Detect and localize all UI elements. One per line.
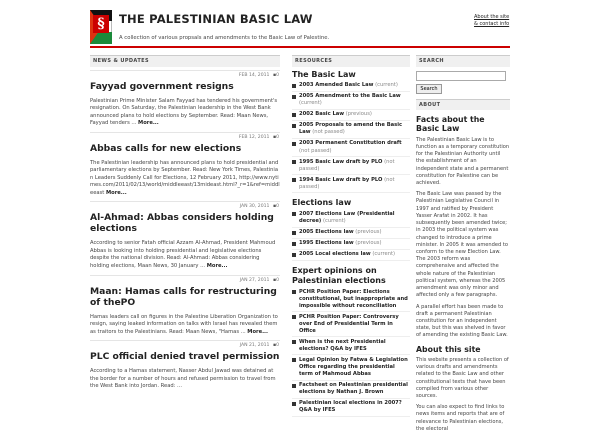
facts-paragraph: The Basic Law was passed by the Palestinian Legislative Council in 1997 and ratified by President Yasser Arafat in 2002. It has subsequently been amended twice; in 2003 the political system was changed to introduce a prime minister. In 2005 it was amended to conform to the new Election Law. The 2003 reform was comprehensive and affected the whole nature of the Palestinian political system, whereas the 2005 amendment was only minor and affected only a few paragraphs.	[416, 191, 508, 299]
post-date: JAN 27, 2011	[239, 277, 270, 283]
more-link[interactable]: More...	[105, 189, 127, 196]
post	[90, 201, 280, 270]
resource-status: (current)	[375, 82, 398, 89]
list-item	[292, 209, 410, 227]
comment-icon[interactable]: ▪	[272, 343, 277, 349]
bullet-icon	[292, 142, 296, 146]
bullet-icon	[292, 402, 296, 406]
post-excerpt	[90, 160, 280, 198]
resource-status: (current)	[372, 251, 396, 258]
post-title[interactable]: Maan: Hamas calls for restructuring of thePO	[90, 285, 277, 308]
news-heading: NEWS & UPDATES	[90, 55, 280, 67]
post-excerpt	[90, 314, 280, 337]
search-button[interactable]: Search	[416, 84, 442, 94]
comment-icon[interactable]: ▪	[272, 204, 277, 210]
contact-info-link[interactable]: & contact info	[474, 20, 510, 27]
resource-link[interactable]: Factsheet on Palestinian presidential elections by Nathan J. Brown	[299, 382, 408, 396]
site-header	[90, 8, 510, 48]
list-item	[292, 139, 410, 157]
bullet-icon	[292, 160, 296, 164]
facts-paragraph: A parallel effort has been made to draft a permanent Palestinian constitution for an independent state, but this was shelved in favor of amending the existing Basic Law.	[416, 303, 508, 339]
site-title[interactable]: THE PALESTINIAN BASIC LAW	[119, 12, 313, 26]
expert-opinions-title: Expert opinions on Palestinian elections	[292, 265, 386, 285]
elections-law-title: Elections law	[292, 198, 352, 208]
bullet-icon	[292, 124, 296, 128]
facts-paragraph: The Palestinian Basic Law is to function as a temporary constitution for the Palestinian Authority until the establishment of an independent state and a permanent constitution for Palestine can be achieved.	[416, 136, 510, 186]
post-excerpt-text: Hamas leaders call on figures in the Palestine Liberation Organization to resign, saying leaked information on talks with Israel has revealed them as traitors to the Palestinians. Read: Maan News, "Hamas ...	[90, 313, 278, 335]
post	[90, 132, 280, 198]
resource-link[interactable]: 2005 Proposals to amend the Basic Law	[299, 122, 403, 136]
list-item	[292, 381, 410, 399]
bullet-icon	[292, 384, 296, 388]
about-heading: ABOUT	[416, 99, 510, 111]
more-link[interactable]: More...	[206, 263, 228, 269]
more-link[interactable]: More...	[138, 120, 159, 127]
bullet-icon	[292, 290, 296, 294]
list-item	[292, 399, 410, 417]
header-links	[474, 14, 514, 27]
sidebar	[416, 55, 510, 437]
resource-status: (previous)	[355, 229, 382, 235]
list-item	[292, 175, 410, 193]
list-item	[292, 157, 410, 175]
list-item	[292, 121, 410, 139]
post-excerpt-text: Palestinian Prime Minister Salam Fayyad has tendered his government's resignation. On Saturday, the Palestinian leadership in the West Bank announced plans to hold elections by September. Read: Maan News, Fayyad tenders ...	[90, 97, 278, 127]
search-input[interactable]	[416, 71, 506, 81]
elections-law-list	[292, 209, 410, 260]
search-form	[416, 67, 510, 96]
resource-status: (not passed)	[312, 129, 345, 136]
resource-link[interactable]: 2003 Amended Basic Law	[299, 82, 374, 89]
resource-link[interactable]: 2003 Permanent Constitution draft	[299, 140, 402, 147]
post-excerpt	[90, 368, 280, 391]
list-item	[292, 92, 410, 110]
post-date: FEB 12, 2011	[238, 134, 270, 140]
site-logo[interactable]	[90, 10, 112, 44]
bullet-icon	[292, 253, 296, 257]
bullet-icon	[292, 84, 296, 88]
resource-link[interactable]: When is the next Presidential elections? Q&A by IFES	[299, 338, 386, 352]
comment-icon[interactable]: ▪	[272, 72, 277, 78]
resource-link[interactable]: 2005 Amendment to the Basic Law	[299, 93, 401, 100]
post-title[interactable]: Fayyad government resigns	[90, 80, 234, 92]
bullet-icon	[292, 340, 296, 344]
search-heading: SEARCH	[416, 55, 510, 67]
post-excerpt-text: The Palestinian leadership has announced plans to hold presidential and parliamentary elections by September. Read: New York Times, Palestinian Leaders Suddenly Call for Elections, 12 February 2011, http://www.nytimes.com/2011/02/13/world/middleeast/13mideast.html?_r=1&ref=middleeast	[90, 159, 280, 196]
comment-count[interactable]: 0	[276, 204, 279, 210]
resource-link[interactable]: PCHR Position Paper: Elections constitutional, but inappropriate and impossible without reconciliation	[299, 288, 408, 309]
about-site-paragraph: This website presents a collection of various drafts and amendments related to the Basic Law and other constitutional texts that have been compiled from various other sources.	[416, 356, 509, 400]
facts-title: Facts about the Basic Law	[416, 115, 485, 134]
bullet-icon	[292, 242, 296, 246]
site-description: A collection of various propsals and amendments to the Basic Law of Palestine.	[119, 35, 330, 41]
post-excerpt	[90, 98, 280, 128]
post-date: JAN 21, 2011	[239, 343, 270, 349]
comment-count[interactable]: 0	[276, 134, 279, 140]
post-meta	[90, 203, 280, 211]
resource-link[interactable]: PCHR Position Paper: Controversy over End of Presidential Term in Office	[299, 313, 399, 334]
resource-link[interactable]: 1995 Basic Law draft by PLO	[299, 158, 383, 165]
resource-status: (not passed)	[299, 158, 395, 172]
post	[90, 340, 280, 391]
list-item	[292, 239, 410, 250]
basic-law-title: The Basic Law	[292, 69, 356, 79]
post	[90, 70, 280, 128]
post	[90, 275, 280, 337]
resource-link[interactable]: 2002 Basic Law	[299, 111, 345, 118]
bullet-icon	[292, 178, 296, 182]
comment-count[interactable]: 0	[276, 343, 279, 349]
comment-icon[interactable]: ▪	[272, 277, 277, 283]
list-item	[292, 312, 410, 337]
about-site-paragraph: You can also expect to find links to news items and reports that are of relevance to Palestinian elections, the electoral	[416, 404, 505, 432]
resource-link[interactable]: Legal Opinion by Fatwa & Legislation Office regarding the presidential term of Mahmoud Abbas	[299, 356, 408, 377]
post-title[interactable]: Abbas calls for new elections	[90, 142, 242, 154]
list-item	[292, 81, 410, 92]
comment-count[interactable]: 0	[276, 277, 279, 283]
news-column	[90, 55, 280, 395]
section-sign-icon: §	[93, 15, 109, 33]
post-meta	[90, 72, 280, 80]
list-item	[292, 355, 410, 380]
bullet-icon	[292, 358, 296, 362]
resource-link[interactable]: 2005 Local elections law	[299, 251, 371, 258]
post-title[interactable]: Al-Ahmad: Abbas considers holding elections	[90, 212, 274, 235]
list-item	[292, 337, 410, 355]
list-item	[292, 250, 410, 261]
post-meta	[90, 134, 280, 142]
comment-icon[interactable]: ▪	[272, 134, 277, 140]
bullet-icon	[292, 231, 296, 235]
post-title[interactable]: PLC official denied travel permission	[90, 351, 280, 363]
resource-status: (not passed)	[299, 147, 332, 154]
post-excerpt-text: According to senior Fatah official Azzam Al-Ahmad, President Mahmoud Abbas is looking into holding presidential and legislative elections despite the national division. Read: Al-Ahmad: Abbas considering holding elections, Maan News, 30 January ...	[90, 240, 276, 269]
post-meta	[90, 277, 280, 285]
header-divider	[90, 46, 510, 48]
bullet-icon	[292, 212, 296, 216]
resource-link[interactable]: 1995 Elections law	[299, 240, 354, 247]
bullet-icon	[292, 113, 296, 117]
more-link[interactable]: More...	[247, 328, 268, 335]
comment-count[interactable]: 0	[276, 72, 279, 78]
resources-column	[292, 55, 410, 417]
resource-status: (not passed)	[299, 176, 395, 190]
resource-link[interactable]: 1994 Basic Law draft by PLO	[299, 176, 383, 183]
resource-link[interactable]: 2007 Elections Law (Presidential decree)	[299, 210, 395, 224]
resource-status: (previous)	[345, 111, 372, 118]
resource-status: (previous)	[355, 240, 382, 247]
bullet-icon	[292, 95, 296, 99]
about-site-link[interactable]: About the site	[474, 14, 510, 20]
list-item	[292, 287, 410, 312]
resource-link[interactable]: 2005 Elections law	[299, 229, 354, 235]
basic-law-list	[292, 81, 410, 193]
post-meta	[90, 342, 280, 350]
list-item	[292, 228, 410, 239]
resource-status: (current)	[322, 217, 346, 224]
about-site-title: About this site	[416, 344, 481, 354]
resources-heading: RESOURCES	[292, 55, 410, 67]
expert-opinions-list	[292, 287, 410, 416]
resource-link[interactable]: Palestinian local elections in 2007? Q&A by IFES	[299, 400, 402, 414]
post-date: FEB 14, 2011	[238, 72, 270, 78]
post-excerpt	[90, 240, 280, 270]
list-item	[292, 110, 410, 121]
post-excerpt-text: According to a Hamas statement, Nasser Abdul Jawad was detained at the border for a number of hours and refused permission to travel from the West Bank into Jordan. Read: ...	[90, 368, 276, 390]
bullet-icon	[292, 315, 296, 319]
resource-status: (current)	[299, 100, 322, 107]
post-date: JAN 30, 2011	[239, 204, 270, 210]
